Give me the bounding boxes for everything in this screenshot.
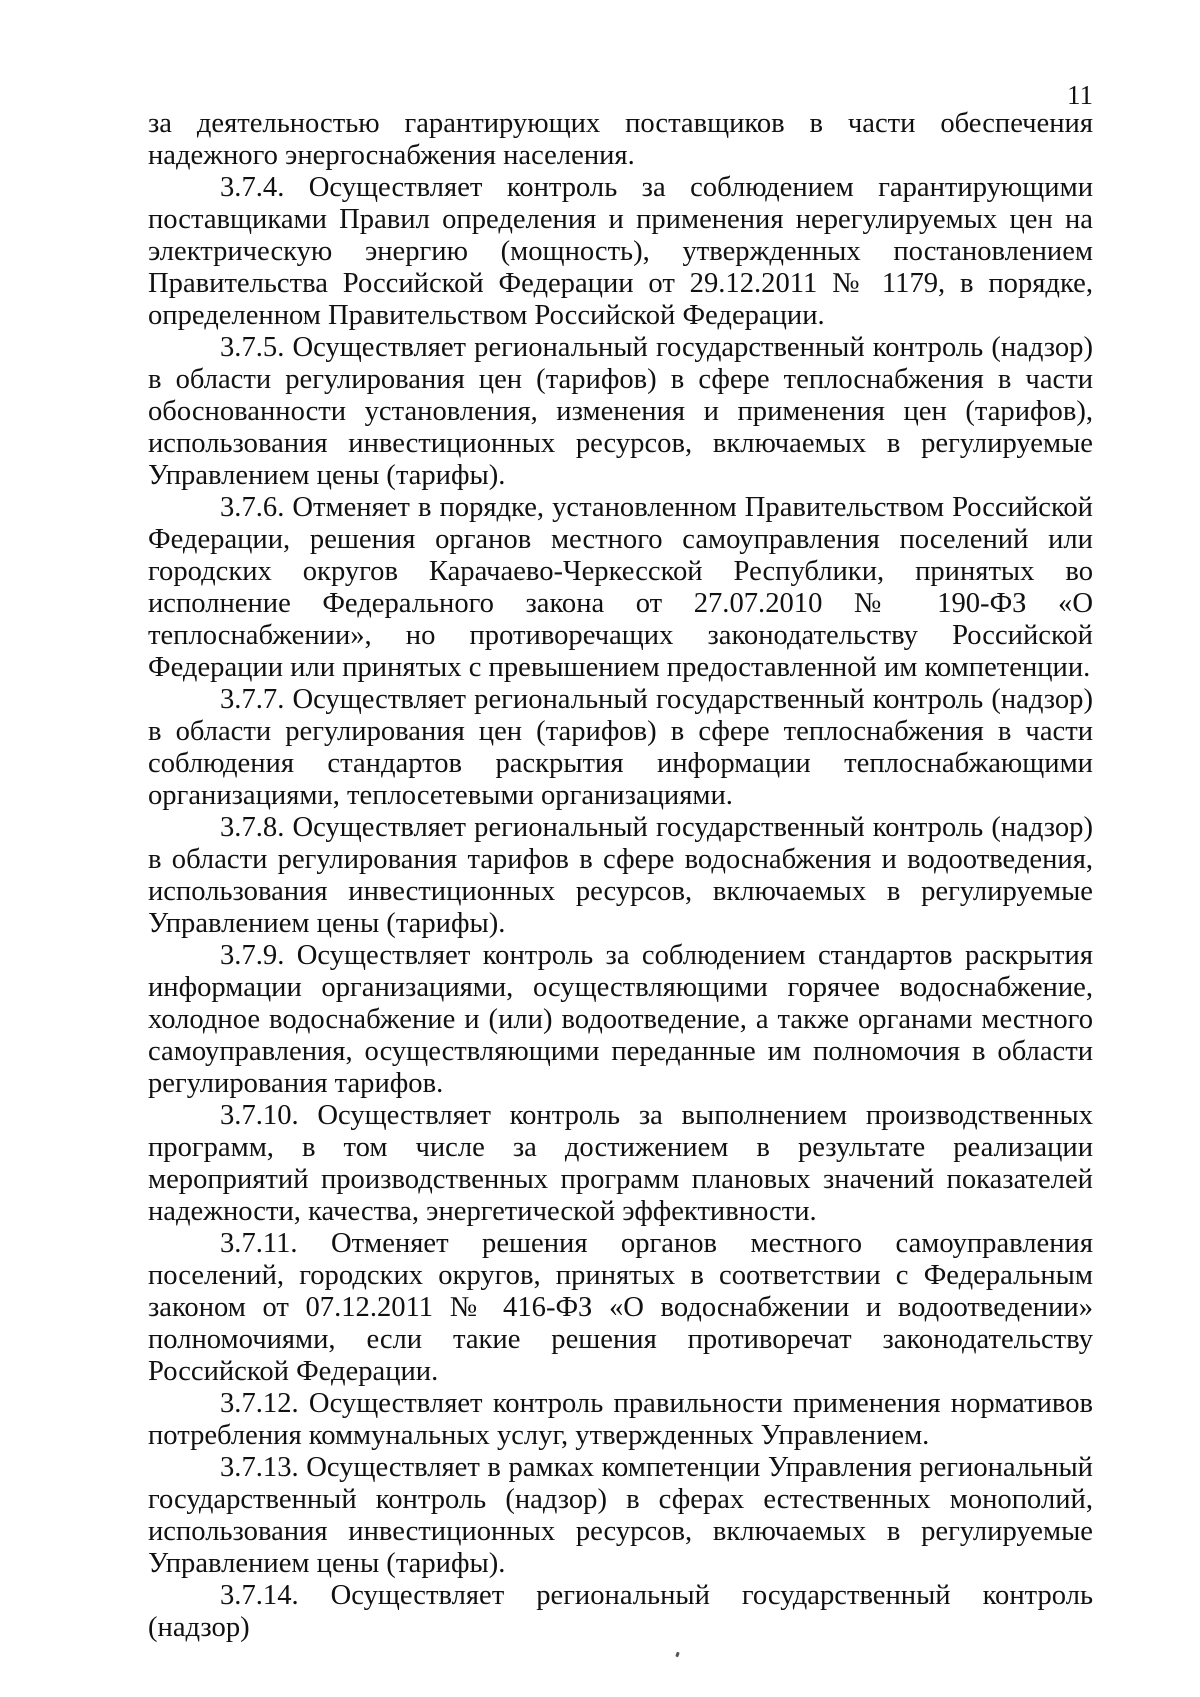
paragraph-3-7-7: 3.7.7. Осуществляет региональный государственный контроль (надзор) в области регулирования цен (тарифов) в сфере теплоснабжения в части соблюдения стандартов раскрытия информации теплоснабжающими организациями, теплосетевыми организациями. xyxy=(148,684,1093,811)
paragraph-3-7-4: 3.7.4. Осуществляет контроль за соблюдением гарантирующими поставщиками Правил определения и применения нерегулируемых цен на электрическую энергию (мощность), утвержденных постановлением Правительства Российской Федерации от 29.12.2011 № 1179, в порядке, определенном Правительством Российской Федерации. xyxy=(148,172,1093,331)
document-body xyxy=(148,108,1093,1644)
paragraph-3-7-6: 3.7.6. Отменяет в порядке, установленном Правительством Российской Федерации, решения органов местного самоуправления поселений или городских округов Карачаево-Черкесской Республики, принятых во исполнение Федерального закона от 27.07.2010 № 190-ФЗ «О теплоснабжении», но противоречащих законодательству Российской Федерации или принятых с превышением предоставленной им компетенции. xyxy=(148,492,1093,683)
paragraph-3-7-8: 3.7.8. Осуществляет региональный государственный контроль (надзор) в области регулирования тарифов в сфере водоснабжения и водоотведения, использования инвестиционных ресурсов, включаемых в регулируемые Управлением цены (тарифы). xyxy=(148,812,1093,939)
paragraph-3-7-12: 3.7.12. Осуществляет контроль правильности применения нормативов потребления коммунальных услуг, утвержденных Управлением. xyxy=(148,1388,1093,1451)
paragraph-3-7-11: 3.7.11. Отменяет решения органов местного самоуправления поселений, городских округов, принятых в соответствии с Федеральным законом от 07.12.2011 № 416-ФЗ «О водоснабжении и водоотведении» полномочиями, если такие решения противоречат законодательству Российской Федерации. xyxy=(148,1228,1093,1387)
page-number: 11 xyxy=(1067,80,1093,110)
paragraph-3-7-14: 3.7.14. Осуществляет региональный государственный контроль (надзор) xyxy=(148,1580,1093,1643)
scan-speck xyxy=(675,1652,680,1658)
paragraph-3-7-10: 3.7.10. Осуществляет контроль за выполнением производственных программ, в том числе за достижением в результате реализации мероприятий производственных программ плановых значений показателей надежности, качества, энергетической эффективности. xyxy=(148,1100,1093,1227)
paragraph-3-7-5: 3.7.5. Осуществляет региональный государственный контроль (надзор) в области регулирования цен (тарифов) в сфере теплоснабжения в части обоснованности установления, изменения и применения цен (тарифов), использования инвестиционных ресурсов, включаемых в регулируемые Управлением цены (тарифы). xyxy=(148,332,1093,491)
paragraph-continuation: за деятельностью гарантирующих поставщиков в части обеспечения надежного энергоснабжения населения. xyxy=(148,108,1093,171)
paragraph-3-7-9: 3.7.9. Осуществляет контроль за соблюдением стандартов раскрытия информации организациями, осуществляющими горячее водоснабжение, холодное водоснабжение и (или) водоотведение, а также органами местного самоуправления, осуществляющими переданные им полномочия в области регулирования тарифов. xyxy=(148,940,1093,1099)
paragraph-3-7-13: 3.7.13. Осуществляет в рамках компетенции Управления региональный государственный контроль (надзор) в сферах естественных монополий, использования инвестиционных ресурсов, включаемых в регулируемые Управлением цены (тарифы). xyxy=(148,1452,1093,1579)
